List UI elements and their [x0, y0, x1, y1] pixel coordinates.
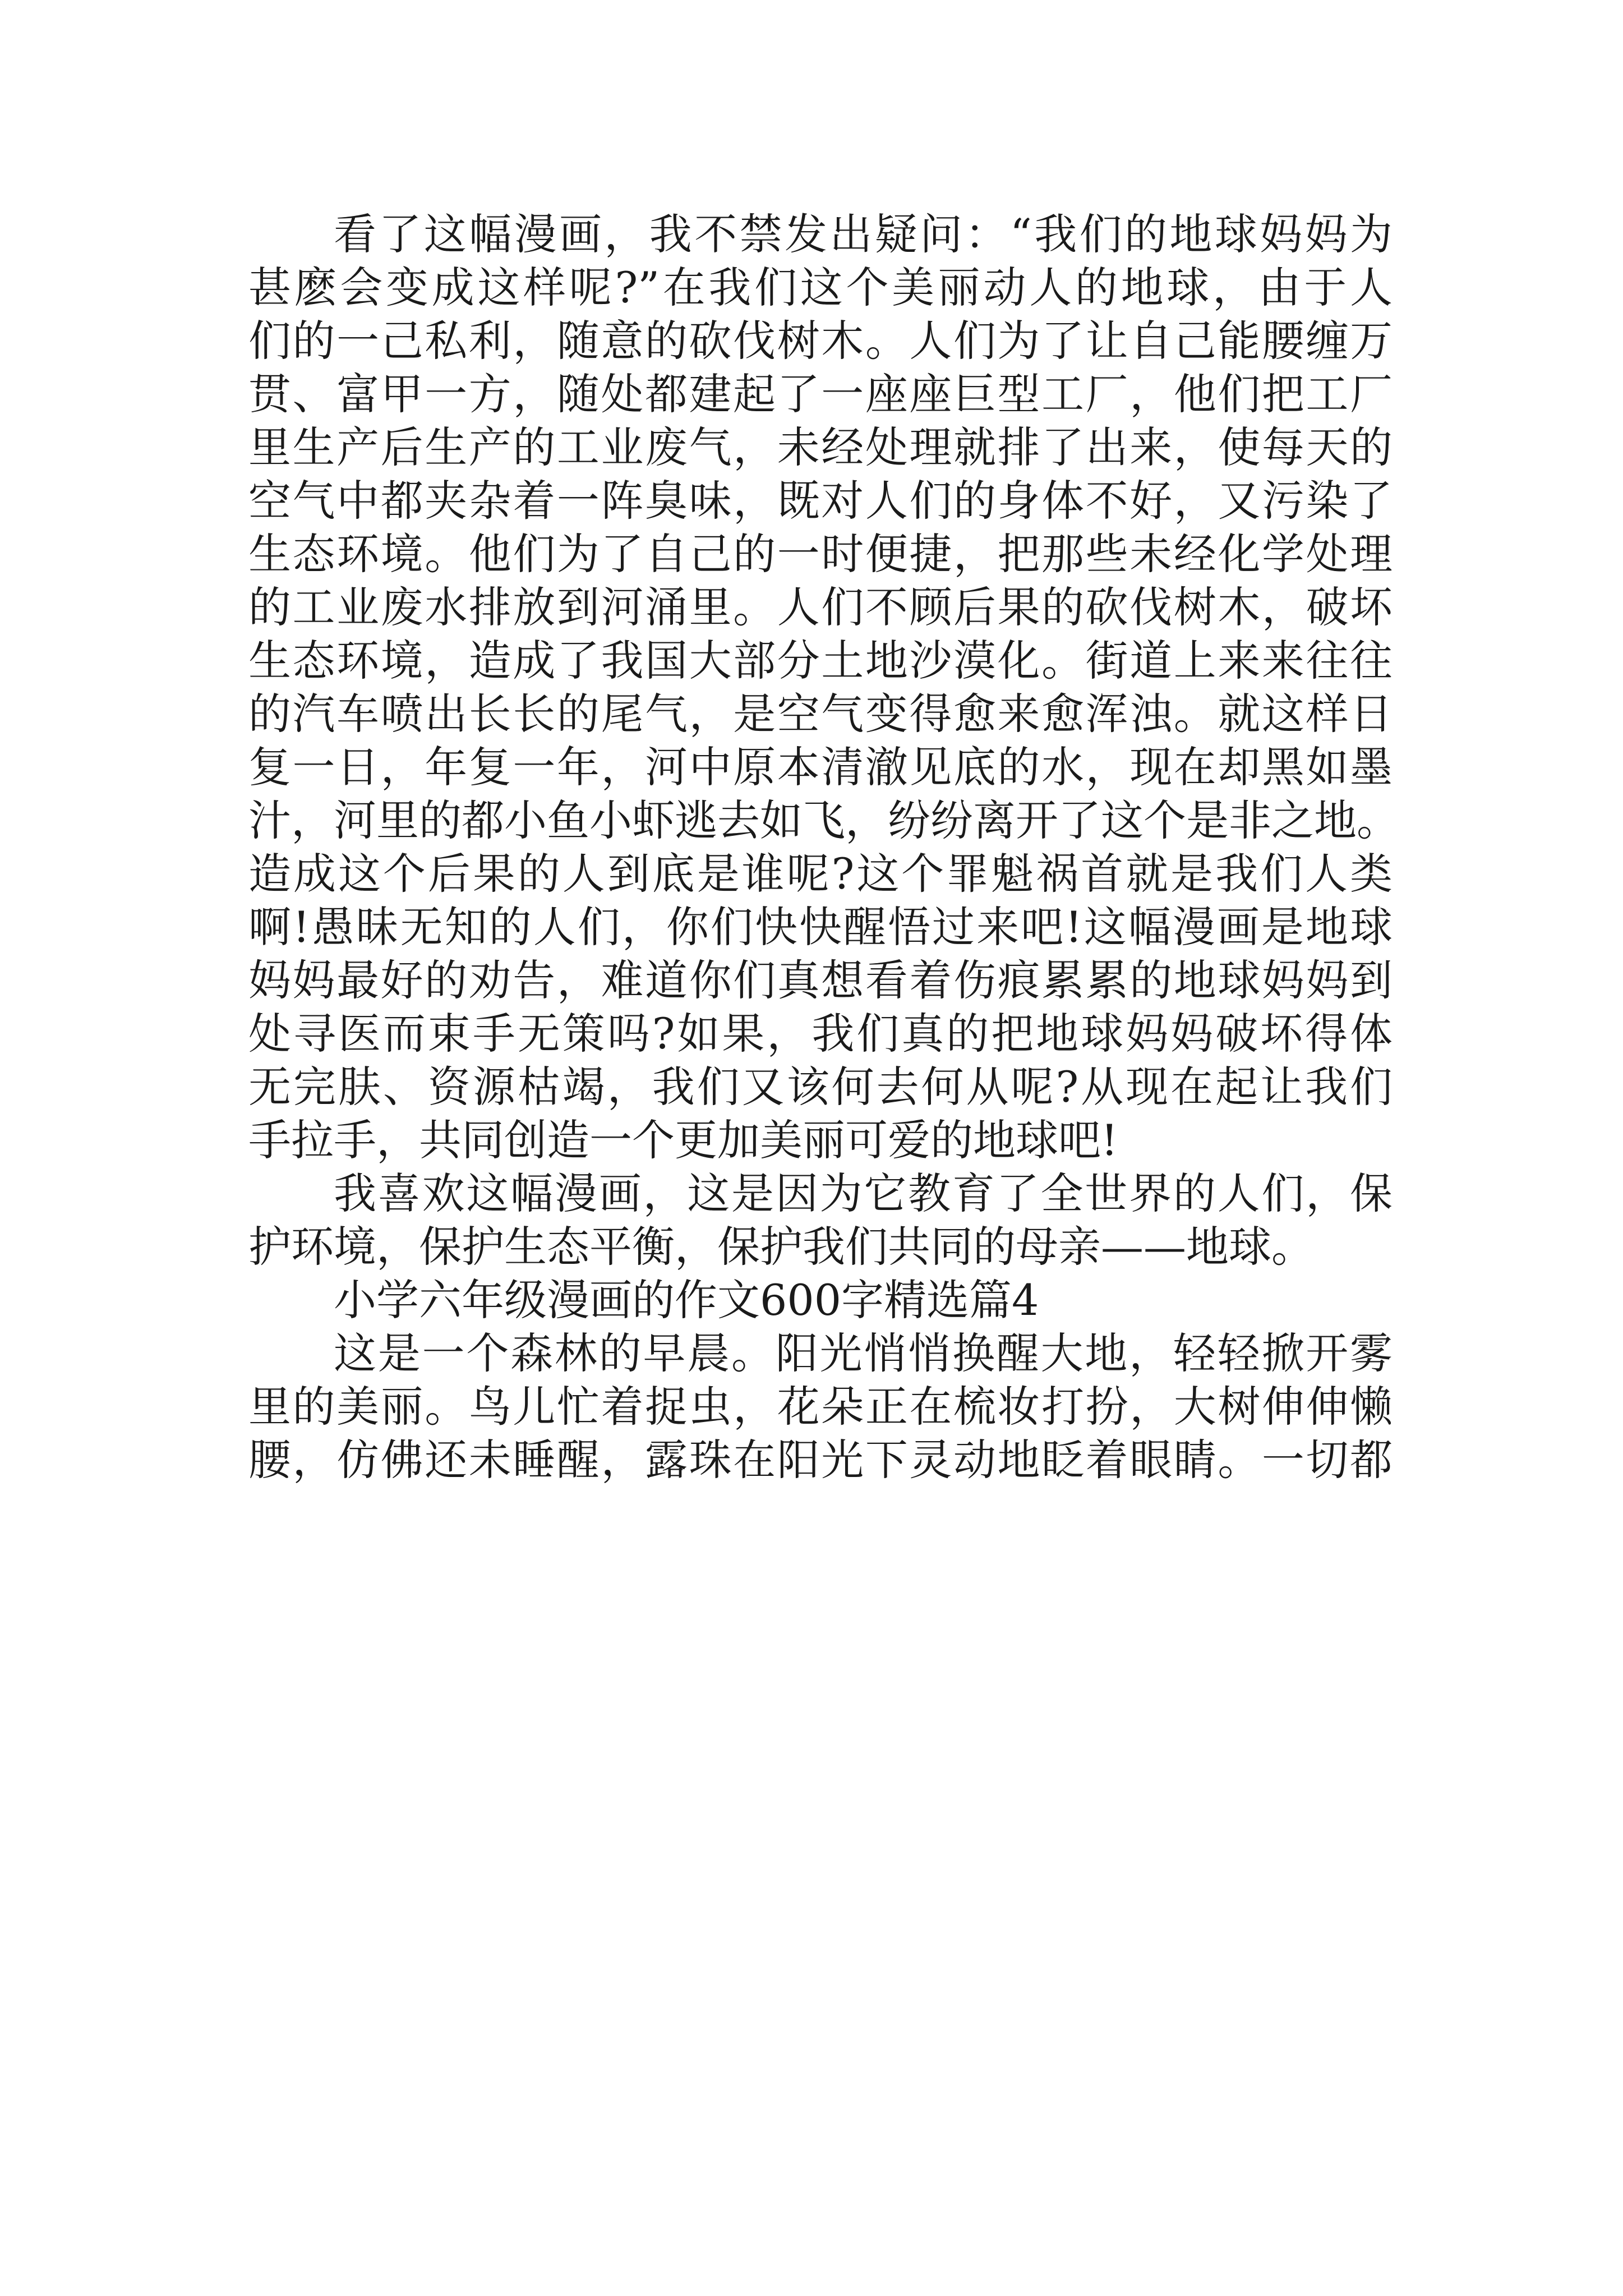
paragraph-line: 看了这幅漫画，我不禁发出疑问：“我们的地球妈妈为 [334, 209, 1393, 259]
paragraph-line: 里的美丽。鸟儿忙着捉虫，花朵正在梳妆打扮，大树伸伸懒 [248, 1382, 1393, 1432]
paragraph-line: 复一日，年复一年，河中原本清澈见底的水，现在却黑如墨 [248, 742, 1393, 792]
paragraph-line: 生态环境。他们为了自己的一时便捷，把那些未经化学处理 [248, 529, 1393, 579]
paragraph-line: 啊!愚昧无知的人们，你们快快醒悟过来吧!这幅漫画是地球 [248, 902, 1393, 952]
section-heading: 小学六年级漫画的作文600字精选篇4 [334, 1275, 1039, 1325]
paragraph-line: 们的一己私利，随意的砍伐树木。人们为了让自己能腰缠万 [248, 316, 1393, 366]
paragraph-line: 造成这个后果的人到底是谁呢?这个罪魁祸首就是我们人类 [248, 849, 1393, 899]
paragraph-line: 汁，河里的都小鱼小虾逃去如飞，纷纷离开了这个是非之地。 [248, 795, 1399, 845]
paragraph-line: 腰，仿佛还未睡醒，露珠在阳光下灵动地眨着眼睛。一切都 [248, 1435, 1393, 1485]
paragraph-line: 甚麽会变成这样呢?”在我们这个美丽动人的地球，由于人 [248, 263, 1393, 312]
paragraph-line: 的工业废水排放到河涌里。人们不顾后果的砍伐树木，破坏 [248, 582, 1393, 632]
paragraph-line: 生态环境，造成了我国大部分土地沙漠化。街道上来来往往 [248, 636, 1393, 685]
paragraph-line: 贯、富甲一方，随处都建起了一座座巨型工厂，他们把工厂 [248, 369, 1393, 419]
paragraph-line: 无完肤、资源枯竭，我们又该何去何从呢?从现在起让我们 [248, 1062, 1393, 1112]
paragraph-line: 我喜欢这幅漫画，这是因为它教育了全世界的人们，保 [334, 1168, 1393, 1218]
paragraph-line: 里生产后生产的工业废气，未经处理就排了出来，使每天的 [248, 422, 1393, 472]
paragraph-line: 空气中都夹杂着一阵臭味，既对人们的身体不好，又污染了 [248, 476, 1393, 526]
paragraph-line: 手拉手，共同创造一个更加美丽可爱的地球吧! [248, 1115, 1118, 1165]
paragraph-line: 的汽车喷出长长的尾气，是空气变得愈来愈浑浊。就这样日 [248, 689, 1393, 739]
paragraph-line: 处寻医而束手无策吗?如果，我们真的把地球妈妈破坏得体 [248, 1009, 1393, 1059]
paragraph-line: 妈妈最好的劝告，难道你们真想看着伤痕累累的地球妈妈到 [248, 955, 1393, 1005]
paragraph-line: 这是一个森林的早晨。阳光悄悄换醒大地，轻轻掀开雾 [334, 1328, 1393, 1378]
paragraph-line: 护环境，保护生态平衡，保护我们共同的母亲——地球。 [248, 1222, 1314, 1272]
document-body [248, 208, 1399, 1487]
